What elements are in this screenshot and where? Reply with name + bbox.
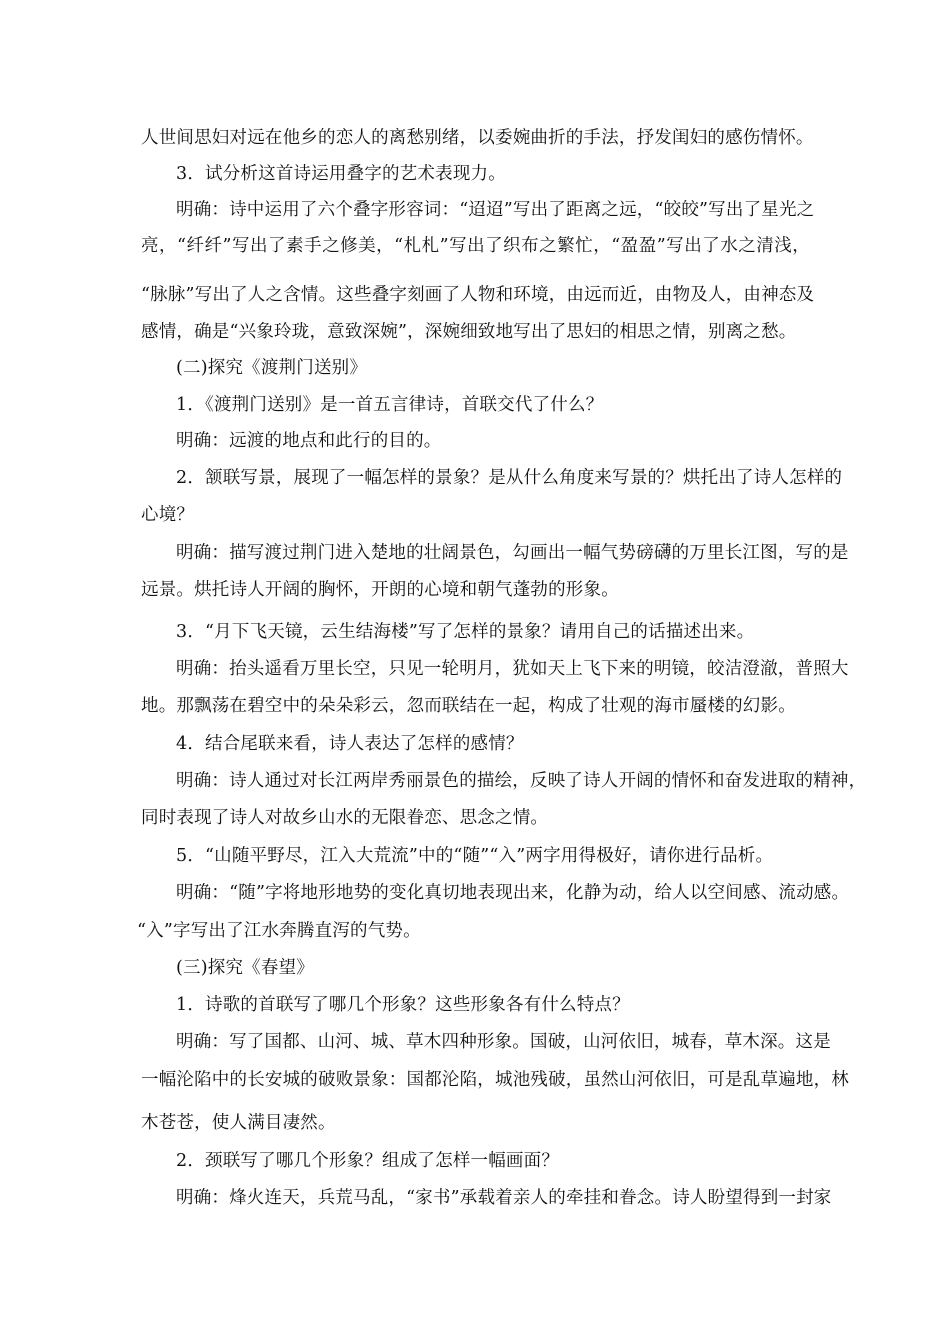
question-line: 3．试分析这首诗运用叠字的艺术表现力。	[176, 164, 506, 184]
question-line: 5．“山随平野尽，江入大荒流”中的“随”“入”两字用得极好，请你进行品析。	[176, 846, 774, 866]
paragraph-line: 亮，“纤纤”写出了素手之修美，“札札”写出了织布之繁忙，“盈盈”写出了水之清浅，	[141, 236, 810, 256]
paragraph-line: 感情，确是“兴象玲珑，意致深婉”，深婉细致地写出了思妇的相思之情，别离之愁。	[141, 322, 797, 342]
question-line: 1．诗歌的首联写了哪几个形象？这些形象各有什么特点？	[176, 995, 630, 1015]
paragraph-line: 地。那飘荡在碧空中的朵朵彩云，忽而联结在一起，构成了壮观的海市蜃楼的幻影。	[141, 696, 796, 716]
answer-line: 明确：诗中运用了六个叠字形容词：“迢迢”写出了距离之远，“皎皎”写出了星光之	[176, 200, 815, 220]
answer-line: 明确：烽火连天，兵荒马乱，“家书”承载着亲人的牵挂和眷念。诗人盼望得到一封家	[176, 1188, 832, 1208]
question-line: 3．“月下飞天镜，云生结海楼”写了怎样的景象？请用自己的话描述出来。	[176, 622, 755, 642]
paragraph-line: 远景。烘托诗人开阔的胸怀，开朗的心境和朝气蓬勃的形象。	[141, 580, 619, 600]
paragraph-line: 一幅沦陷中的长安城的破败景象：国都沦陷，城池残破，虽然山河依旧，可是乱草遍地，林	[141, 1070, 849, 1090]
question-line: 4．结合尾联来看，诗人表达了怎样的感情？	[176, 734, 524, 754]
question-line: 2．颔联写景，展现了一幅怎样的景象？是从什么角度来写景的？烘托出了诗人怎样的	[176, 468, 843, 488]
paragraph-line: 人世间思妇对远在他乡的恋人的离愁别绪，以委婉曲折的手法，抒发闺妇的感伤情怀。	[141, 128, 814, 148]
answer-line: 明确：诗人通过对长江两岸秀丽景色的描绘，反映了诗人开阔的情怀和奋发进取的精神，	[176, 771, 867, 791]
paragraph-line: 心境？	[141, 505, 195, 525]
paragraph-line: “入”字写出了江水奔腾直泻的气势。	[137, 921, 421, 941]
section-heading: (三)探究《春望》	[176, 958, 314, 978]
paragraph-line: 同时表现了诗人对故乡山水的无限眷恋、思念之情。	[141, 808, 549, 828]
answer-line: 明确：写了国都、山河、城、草木四种形象。国破，山河依旧，城春，草木深。这是	[176, 1032, 831, 1052]
paragraph-line: 木苍苍，使人满目凄然。	[141, 1113, 336, 1133]
paragraph-line: “脉脉”写出了人之含情。这些叠字刻画了人物和环境，由远而近，由物及人，由神态及	[141, 285, 815, 305]
answer-line: 明确：远渡的地点和此行的目的。	[176, 431, 442, 451]
answer-line: 明确：描写渡过荆门进入楚地的壮阔景色，勾画出一幅气势磅礴的万里长江图，写的是	[176, 543, 849, 563]
answer-line: 明确：“随”字将地形地势的变化真切地表现出来，化静为动，给人以空间感、流动感。	[176, 883, 850, 903]
answer-line: 明确：抬头遥看万里长空，只见一轮明月，犹如天上飞下来的明镜，皎洁澄澈，普照大	[176, 659, 849, 679]
question-line: 1．《渡荆门送别》是一首五言律诗，首联交代了什么？	[176, 395, 604, 415]
section-heading: (二)探究《渡荆门送别》	[176, 358, 368, 378]
question-line: 2．颈联写了哪几个形象？组成了怎样一幅画面？	[176, 1151, 560, 1171]
